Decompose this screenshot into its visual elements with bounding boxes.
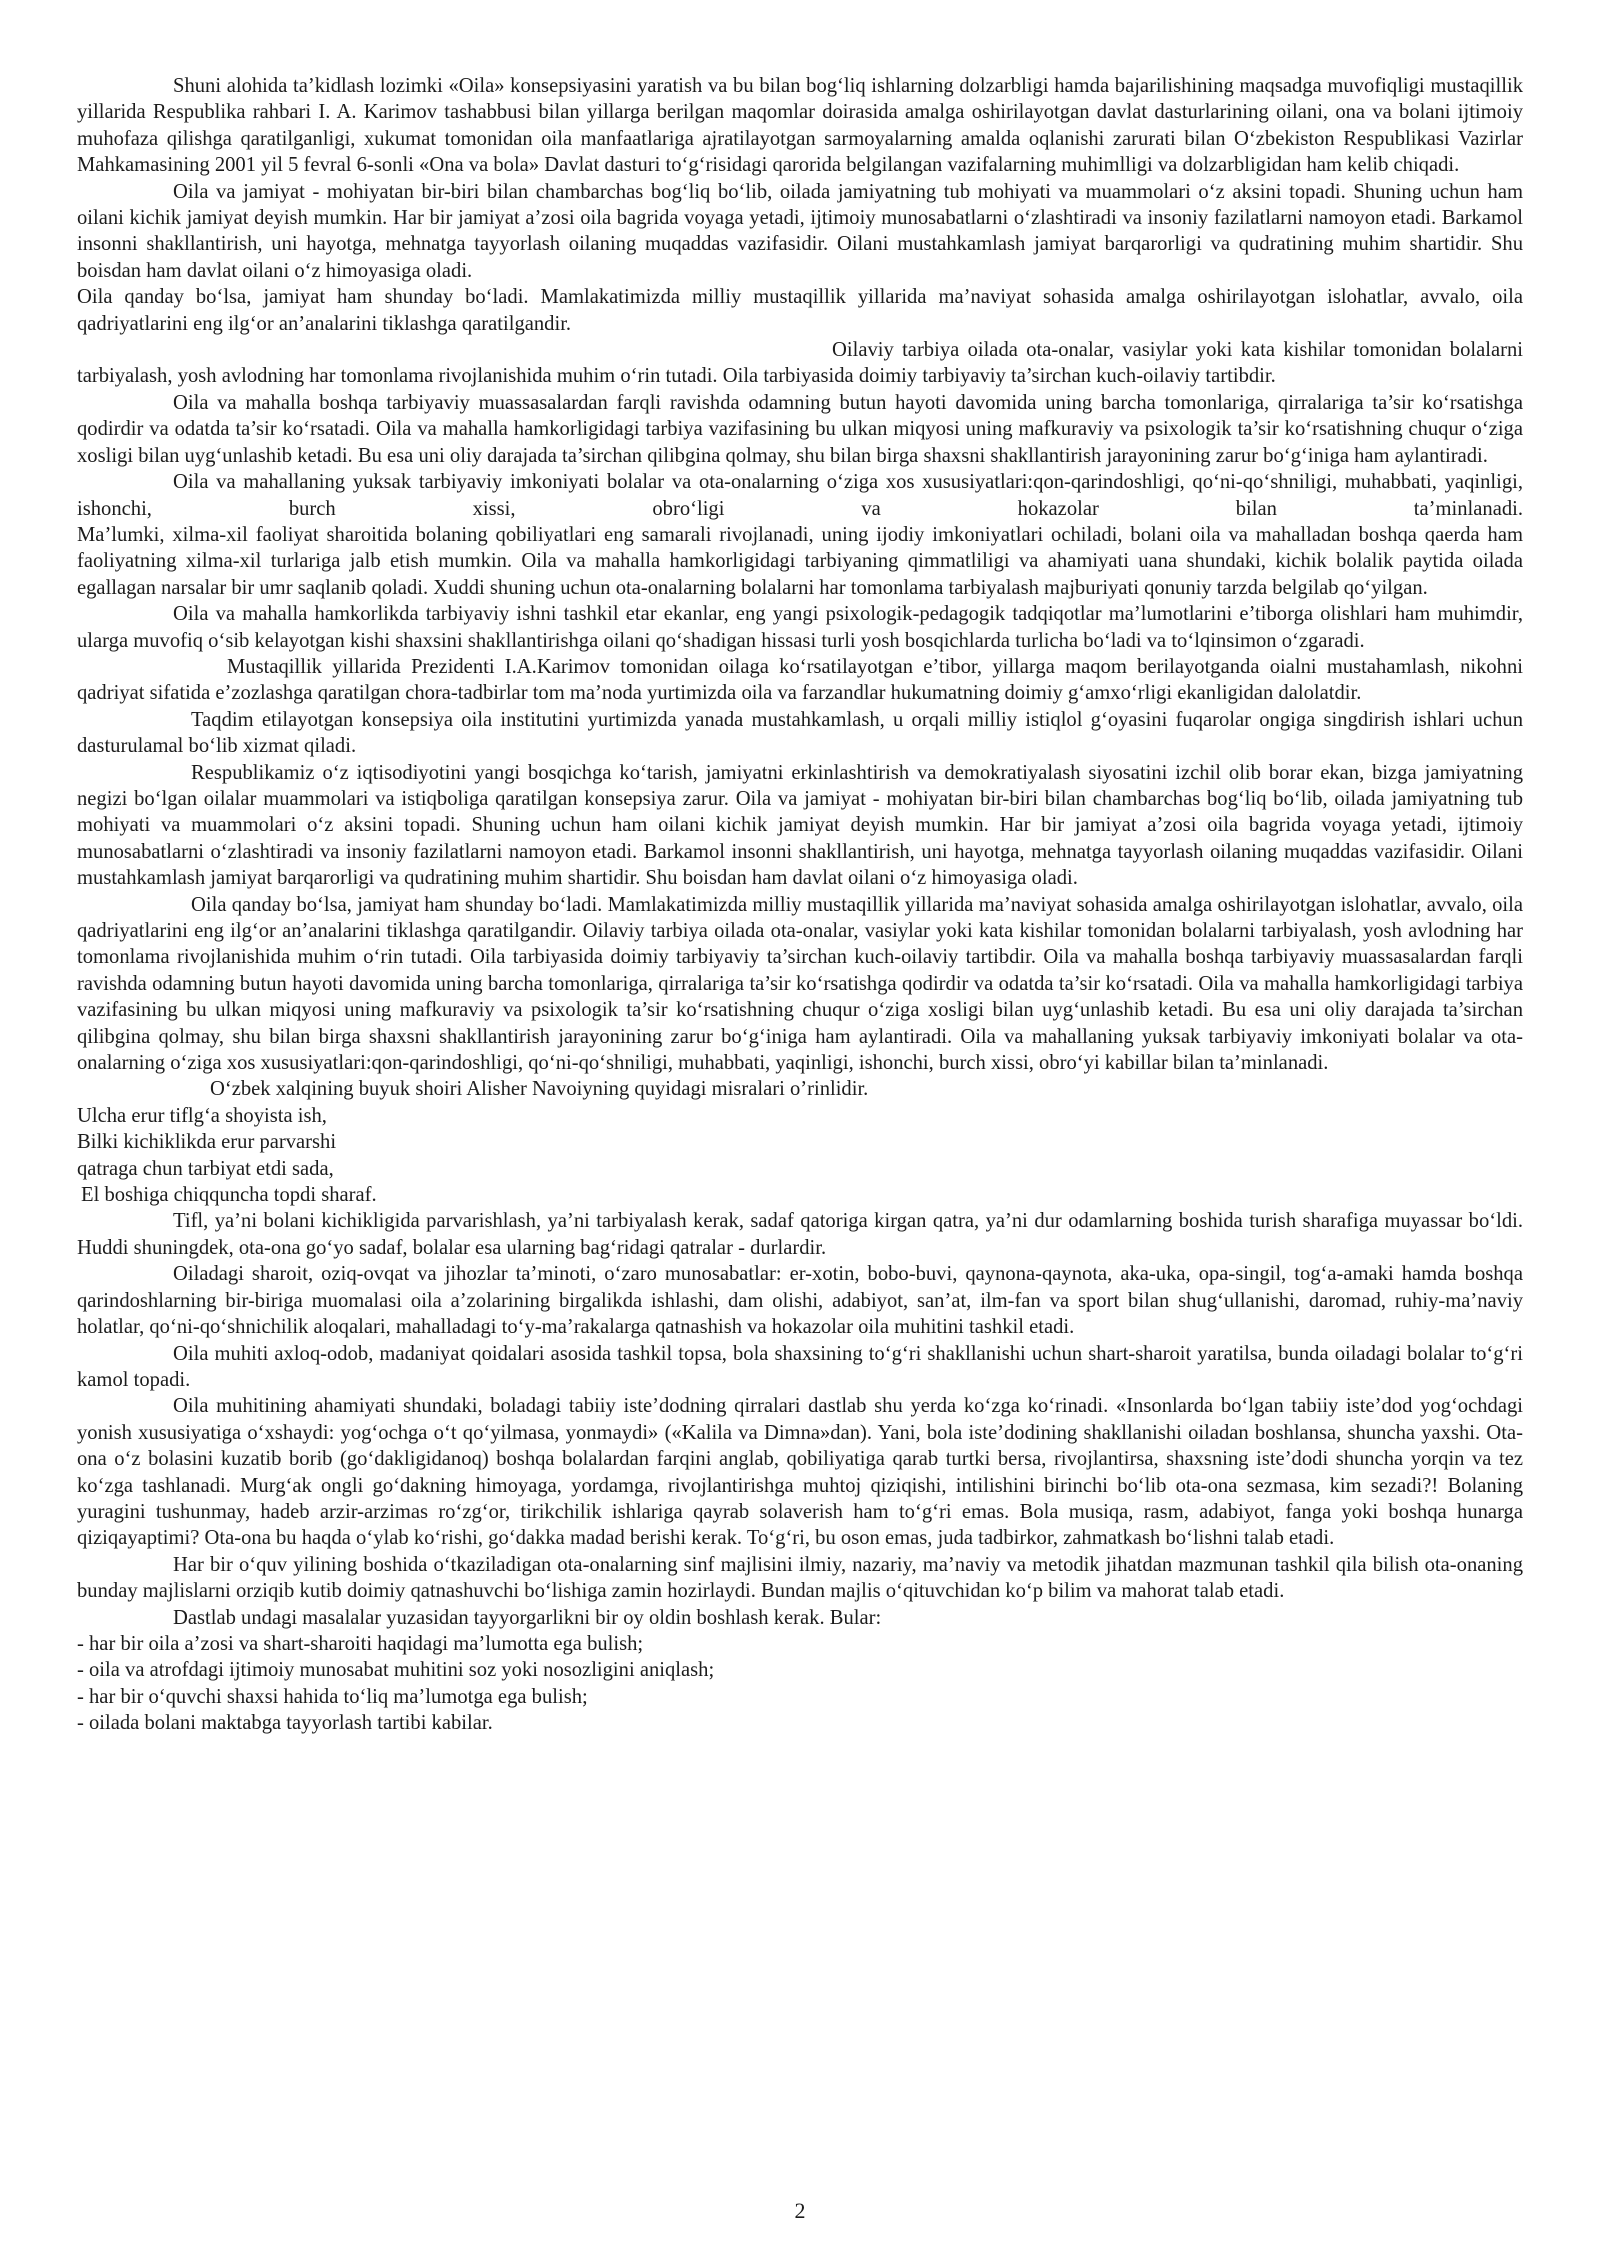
poem-line: Bilki kichiklikda erur parvarshi bbox=[77, 1131, 337, 1154]
paragraph: Shuni alohida ta’kidlash lozimki «Oila» konsepsiyasini yaratish va bu bilan bog‘liq ishlarning dolzarbligi hamda bajarilishining maqsadga muvofiqligi mustaqillik yillarida Respublika rahbari I. A. Karimov tashabbusi bilan yillarga berilgan maqomlar doirasida amalga oshirilayotgan davlat dasturlarining oilani, ona va bolani ijtimoiy muhofaza qilishga qaratilganligi, xukumat tomonidan oila manfaatlariga ajratilayotgan sarmoyalarning amalda oqlanishi zarurati bilan O‘zbekiston Respublikasi Vazirlar Mahkamasining 2001 yil 5 fevral 6-sonli «Ona va bola» Davlat dasturi to‘g‘risidagi qarorida belgilangan vazifalarning muhimlligi va dolzarbligidan ham kelib chiqadi. bbox=[77, 75, 1523, 177]
page-number: 2 bbox=[794, 2198, 806, 2223]
paragraph: Oila va mahallaning yuksak tarbiyaviy imkoniyati bolalar va ota-onalarning o‘ziga xos xususiyatlari:qon-qarindoshligi, qo‘ni-qo‘shniligi, muhabbati, yaqinligi, ishonchi, burch xissi, obro‘ligi va hokazolar bilan ta’minlanadi. bbox=[77, 471, 1523, 520]
paragraph: Oila qanday bo‘lsa, jamiyat ham shunday bo‘ladi. Mamlakatimizda milliy mustaqillik yillarida ma’naviyat sohasida amalga oshirilayotgan islohatlar, avvalo, oila qadriyatlarini eng ilg‘or an’analarini tiklashga qaratilgandir. Oilaviy tarbiya oilada ota-onalar, vasiylar yoki kata kishilar tomonidan bolalarni tarbiyalash, yosh avlodning har tomonlama rivojlanishida muhim o‘rin tutadi. Oila tarbiyasida doimiy tarbiyaviy ta’sirchan kuch-oilaviy tartibdir. Oila va mahalla boshqa tarbiyaviy muassasalardan farqli ravishda odamning butun hayoti davomida uning barcha tomonlariga, qirralariga ta’sir ko‘rsatishga qodirdir va odatda ta’sir ko‘rsatadi. Oila va mahalla hamkorligidagi tarbiya vazifasining bu ulkan miqyosi uning mafkuraviy va psixologik ta’sir ko‘rsatishning chuqur o‘ziga xosligi bilan uyg‘unlashib ketadi. Bu esa uni oliy darajada ta’sirchan qilibgina qolmay, shu bilan birga shaxsni shakllantirish jarayonining zarur bo‘g‘iniga ham aylantiradi. Oila va mahallaning yuksak tarbiyaviy imkoniyati bolalar va ota-onalarning o‘ziga xos xususiyatlari:qon-qarindoshligi, qo‘ni-qo‘shniligi, muhabbati, yaqinligi, ishonchi, burch xissi, obro‘yi kabillar bilan ta’minlanadi. bbox=[77, 893, 1523, 1075]
paragraph: Oila qanday bo‘lsa, jamiyat ham shunday bo‘ladi. Mamlakatimizda milliy mustaqillik yillarida ma’naviyat sohasida amalga oshirilayotgan islohatlar, avvalo, oila qadriyatlarini eng ilg‘or an’analarini tiklashga qaratilgandir. bbox=[77, 286, 1523, 335]
poem-line: Ulcha erur tiflg‘a shoyista ish, bbox=[77, 1104, 327, 1127]
paragraph: Oila va jamiyat - mohiyatan bir-biri bilan chambarchas bog‘liq bo‘lib, oilada jamiyatning tub mohiyati va muammolari o‘z aksini topadi. Shuning uchun ham oilani kichik jamiyat deyish mumkin. Har bir jamiyat a’zosi oila bagrida voyaga yetadi, ijtimoiy munosabatlarni o‘zlashtiradi va insoniy fazilatlarni namoyon etadi. Barkamol insonni shakllantirish, uni hayotga, mehnatga tayyorlash oilaning muqaddas vazifasidir. Oilani mustahkamlash jamiyat barqarorligi va qudratining muhim shartidir. Shu boisdan ham davlat oilani o‘z himoyasiga oladi. bbox=[77, 180, 1523, 282]
poem-line: qatraga chun tarbiyat etdi sada, bbox=[77, 1157, 334, 1180]
list-item: - oila va atrofdagi ijtimoiy munosabat muhitini soz yoki nosozligini aniqlash; bbox=[77, 1659, 715, 1682]
paragraph: Dastlab undagi masalalar yuzasidan tayyorgarlikni bir oy oldin boshlash kerak. Bular: bbox=[173, 1606, 882, 1629]
paragraph: Oilaviy tarbiya oilada ota-onalar, vasiylar yoki kata kishilar tomonidan bolalarni tarbiyalash, yosh avlodning har tomonlama rivojlanishida muhim o‘rin tutadi. Oila tarbiyasida doimiy tarbiyaviy ta’sirchan kuch-oilaviy tartibdir. bbox=[77, 339, 1523, 388]
paragraph: Ma’lumki, xilma-xil faoliyat sharoitida bolaning qobiliyatlari eng samarali rivojlanadi, uning ijodiy imkoniyatlari ochiladi, bolani oila va mahalladan boshqa qaerda ham faoliyatning xilma-xil turlariga jalb etish mumkin. Oila va mahalla hamkorligidagi tarbiyaning qimmatliligi va ahamiyati uana shundaki, kichik bolalik paytida oilada egallagan narsalar bir umr saqlanib qoladi. Xuddi shuning uchun ota-onalarning bolalarni har tomonlama tarbiyalash majburiyati qonuniy tarzda belgilab qo‘yilgan. bbox=[77, 523, 1523, 599]
poem-line: El boshiga chiqquncha topdi sharaf. bbox=[81, 1184, 377, 1207]
list-item: - har bir o‘quvchi shaxsi hahida to‘liq ma’lumotga ega bulish; bbox=[77, 1685, 588, 1708]
paragraph: Taqdim etilayotgan konsepsiya oila institutini yurtimizda yanada mustahkamlash, u orqali milliy istiqlol g‘oyasini fuqarolar ongiga singdirish ishlari uchun dasturulamal bo‘lib xizmat qiladi. bbox=[77, 708, 1523, 758]
poem bbox=[77, 1103, 1523, 1209]
paragraph: Oila va mahalla hamkorlikda tarbiyaviy ishni tashkil etar ekanlar, eng yangi psixologik-pedagogik tadqiqotlar ma’lumotlarini e’tiborga olishlari ham muhimdir, ularga muvofiq o‘sib kelayotgan kishi shaxsini shakllantirishga oilani qo‘shadigan hissasi turli yosh bosqichlarda turlicha bo‘ladi va to‘lqinsimon o‘zgaradi. bbox=[77, 603, 1523, 652]
document-page bbox=[77, 73, 1523, 1737]
paragraph: Oila muhitining ahamiyati shundaki, boladagi tabiiy iste’dodning qirralari dastlab shu yerda ko‘zga ko‘rinadi. «Insonlarda bo‘lgan tabiiy iste’dod yog‘ochdagi yonish xususiyatiga o‘xshaydi: yog‘ochga o‘t qo‘yilmasa, yonmaydi» («Kalila va Dimna»dan). Yani, bola iste’dodining shakllanishi oiladan boshlansa, shuncha yaxshi. Ota-ona o‘z bolasini kuzatib borib (go‘dakligidanoq) boshqa bolalardan farqini anglab, qobiliyatiga qarab turtki bersa, rivojlantirsa, shaxsning iste’dodi shuncha yorqin va tez ko‘zga tashlanadi. Murg‘ak ongli go‘dakning himoyaga, yordamga, rivojlantirishga muhtoj qiziqishi, intilishini birinchi bo‘lib ota-ona sezmasa, kim sezadi?! Bolaning yuragini tushunmay, hadeb arzir-arzimas ro‘zg‘or, tirikchilik ishlariga qayrab solaverish ham to‘g‘ri emas. Bola musiqa, rasm, adabiyot, fanga yoki boshqa hunarga qiziqayaptimi? Ota-ona bu haqda o‘ylab ko‘rishi, go‘dakka madad berishi kerak. To‘g‘ri, bu oson emas, juda tadbirkor, zahmatkash bo‘lishni talab etadi. bbox=[77, 1395, 1523, 1550]
paragraph: Mustaqillik yillarida Prezidenti I.A.Karimov tomonidan oilaga ko‘rsatilayotgan e’tibor, yillarga maqom berilayotganda oialni mustahamlash, nikohni qadriyat sifatida e’zozlashga qaratilgan chora-tadbirlar tom ma’noda yurtimizda oila va farzandlar hukumatning doimiy g‘amxo‘rligi ekanligidan dalolatdir. bbox=[77, 655, 1523, 705]
paragraph: Har bir o‘quv yilining boshida o‘tkaziladigan ota-onalarning sinf majlisini ilmiy, nazariy, ma’naviy va metodik jihatdan mazmunan tashkil qila bilish ota-onaning bunday majlislarni orziqib kutib doimiy qatnashuvchi bo‘lishiga zamin hozirlaydi. Bundan majlis o‘qituvchidan ko‘p bilim va mahorat talab etadi. bbox=[77, 1553, 1523, 1603]
paragraph: Oila va mahalla boshqa tarbiyaviy muassasalardan farqli ravishda odamning butun hayoti davomida uning barcha tomonlariga, qirralariga ta’sir ko‘rsatishga qodirdir va odatda ta’sir ko‘rsatadi. Oila va mahalla hamkorligidagi tarbiya vazifasining bu ulkan miqyosi uning mafkuraviy va psixologik ta’sir ko‘rsatishning chuqur o‘ziga xosligi bilan uyg‘unlashib ketadi. Bu esa uni oliy darajada ta’sirchan qilibgina qolmay, shu bilan birga shaxsni shakllantirish jarayonining zarur bo‘g‘iniga ham aylantiradi. bbox=[77, 391, 1523, 467]
bullet-list bbox=[77, 1631, 1523, 1737]
paragraph: Oila muhiti axloq-odob, madaniyat qoidalari asosida tashkil topsa, bola shaxsining to‘g‘ri shakllanishi uchun shart-sharoit yaratilsa, bunda oiladagi bolalar to‘g‘ri kamol topadi. bbox=[77, 1342, 1523, 1391]
paragraph: Tifl, ya’ni bolani kichikligida parvarishlash, ya’ni tarbiyalash kerak, sadaf qatoriga kirgan qatra, ya’ni dur odamlarning boshida turish sharafiga muyassar bo‘ldi. Huddi shuningdek, ota-ona go‘yo sadaf, bolalar esa ularning bag‘ridagi qatralar - durlardir. bbox=[77, 1210, 1523, 1259]
paragraph: Oiladagi sharoit, oziq-ovqat va jihozlar ta’minoti, o‘zaro munosabatlar: er-xotin, bobo-buvi, qaynona-qaynota, aka-uka, opa-singil, tog‘a-amaki hamda boshqa qarindoshlarning bir-biriga muomalasi oila a’zolarining birgalikda ishlashi, dam olishi, adabiyot, san’at, ilm-fan va sport bilan shug‘ullanishi, daromad, ruhiy-ma’naviy holatlar, qo‘ni-qo‘shnichilik aloqalari, mahalladagi to‘y-ma’rakalarga qatnashish va hokazolar oila muhitini tashkil etadi. bbox=[77, 1263, 1523, 1339]
list-item: - har bir oila a’zosi va shart-sharoiti haqidagi ma’lumotta ega bulish; bbox=[77, 1632, 644, 1655]
paragraph: O‘zbek xalqining buyuk shoiri Alisher Navoiyning quyidagi misralari o’rinlidir. bbox=[210, 1078, 869, 1101]
paragraph: Respublikamiz o‘z iqtisodiyotini yangi bosqichga ko‘tarish, jamiyatni erkinlashtirish va demokratiyalash siyosatini izchil olib borar ekan, bizga jamiyatning negizi bo‘lgan oilalar muammolari va istiqboliga qaratilgan konsepsiya zarur. Oila va jamiyat - mohiyatan bir-biri bilan chambarchas bog‘liq bo‘lib, oilada jamiyatning tub mohiyati va muammolari o‘z aksini topadi. Shuning uchun ham oilani kichik jamiyat deyish mumkin. Har bir jamiyat a’zosi oila bagrida voyaga yetadi, ijtimoiy munosabatlarni o‘zlashtiradi va insoniy fazilatlarni namoyon etadi. Barkamol insonni shakllantirish, uni hayotga, mehnatga tayyorlash oilaning muqaddas vazifasidir. Oilani mustahkamlash jamiyat barqarorligi va qudratining muhim shartidir. Shu boisdan ham davlat oilani o‘z himoyasiga oladi. bbox=[77, 761, 1523, 890]
list-item: - oilada bolani maktabga tayyorlash tartibi kabilar. bbox=[77, 1712, 493, 1735]
